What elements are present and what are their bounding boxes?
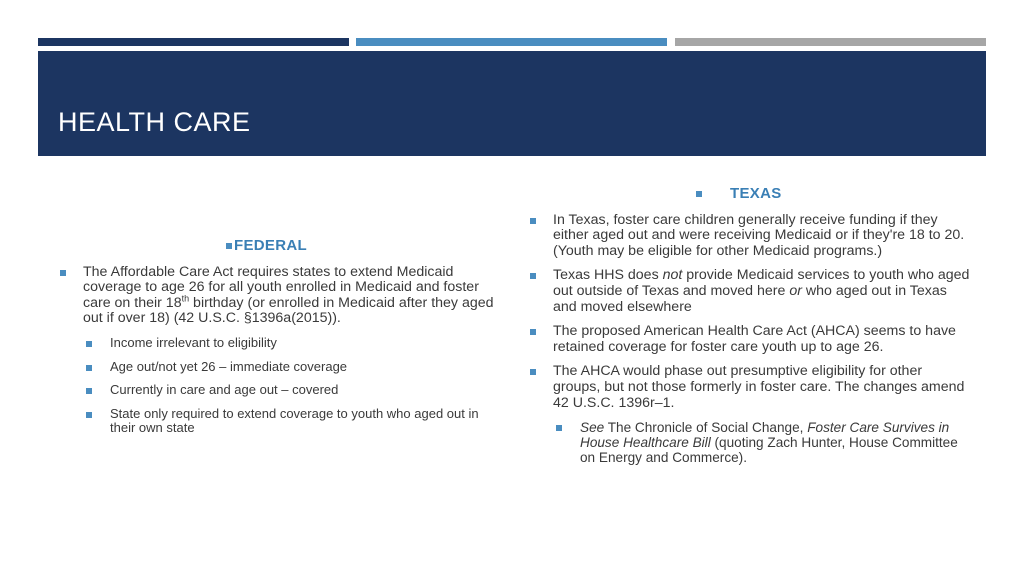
federal-heading: FEDERAL [234, 237, 307, 254]
accent-bar-gray [675, 38, 986, 46]
federal-sub-text: Income irrelevant to eligibility [110, 334, 277, 350]
federal-sub-item [60, 383, 500, 398]
title-banner [38, 51, 986, 156]
square-bullet-icon [530, 329, 536, 335]
square-bullet-icon [86, 365, 92, 371]
square-bullet-icon [556, 425, 562, 431]
square-bullet-icon [530, 369, 536, 375]
square-bullet-icon [86, 388, 92, 394]
texas-item-text: The proposed American Health Care Act (AHCA) seems to have retained coverage for foster care youth up to age 26. [553, 323, 956, 355]
citation-text-b: (quoting Zach Hunter, House Committee on Energy and Commerce). [580, 435, 958, 466]
texas-item-text: In Texas, foster care children generally receive funding if they either aged out and were receiving Medicaid or if they're 18 to 20. (Youth may be eligible for other Medicaid programs.) [553, 211, 965, 259]
texas-item-emphasis: not [662, 267, 683, 284]
texas-item [530, 364, 970, 411]
federal-main-text-1: The Affordable Care Act requires states to extend Medicaid coverage to age 26 for all youth enrolled in Medicaid and foster care on their 18 [83, 263, 479, 311]
federal-sub-text: Currently in care and age out – covered [110, 382, 339, 398]
citation-article-title: Foster Care Survives in House Healthcare Bill [580, 420, 950, 451]
texas-column [530, 186, 970, 465]
federal-sub-text: Age out/not yet 26 – immediate coverage [110, 358, 348, 374]
texas-heading: TEXAS [730, 185, 782, 202]
square-bullet-icon [530, 218, 536, 224]
federal-main-text-2: birthday (or enrolled in Medicaid after they aged out if over 18) (42 U.S.C. §1396a(2015)). [83, 294, 494, 327]
citation-see: See [580, 420, 605, 436]
federal-sub-item [60, 407, 500, 436]
texas-item-text-c: who aged out in Texas and moved elsewhere [553, 282, 947, 315]
square-bullet-icon [696, 191, 702, 197]
federal-sub-text: State only required to extend coverage to youth who aged out in their own state [110, 405, 479, 436]
federal-sub-item [60, 336, 500, 351]
texas-citation-item [530, 420, 970, 465]
square-bullet-icon [86, 412, 92, 418]
accent-bar-navy [38, 38, 349, 46]
federal-main-item [60, 265, 500, 327]
texas-heading-row [530, 186, 970, 203]
federal-heading-row [60, 238, 500, 255]
texas-item-text-b: provide Medicaid services to youth who aged out outside of Texas and moved here [553, 267, 970, 299]
texas-item-text-a: Texas HHS does [553, 267, 663, 284]
slide-title: HEALTH CARE [58, 107, 251, 137]
federal-sub-item [60, 360, 500, 375]
texas-item-emphasis: or [789, 282, 802, 299]
federal-column [60, 238, 500, 445]
square-bullet-icon [86, 341, 92, 347]
texas-item [530, 268, 970, 315]
square-bullet-icon [60, 270, 66, 276]
square-bullet-icon [530, 273, 536, 279]
texas-item-text: The AHCA would phase out presumptive eligibility for other groups, but not those formerly in foster care. The changes amend 42 U.S.C. 1396r–1. [553, 363, 965, 411]
square-bullet-icon [226, 243, 232, 249]
texas-item [530, 324, 970, 355]
texas-item [530, 213, 970, 260]
citation-text-a: The Chronicle of Social Change, [604, 420, 808, 436]
superscript-th: th [181, 293, 190, 304]
accent-bar-blue [356, 38, 667, 46]
